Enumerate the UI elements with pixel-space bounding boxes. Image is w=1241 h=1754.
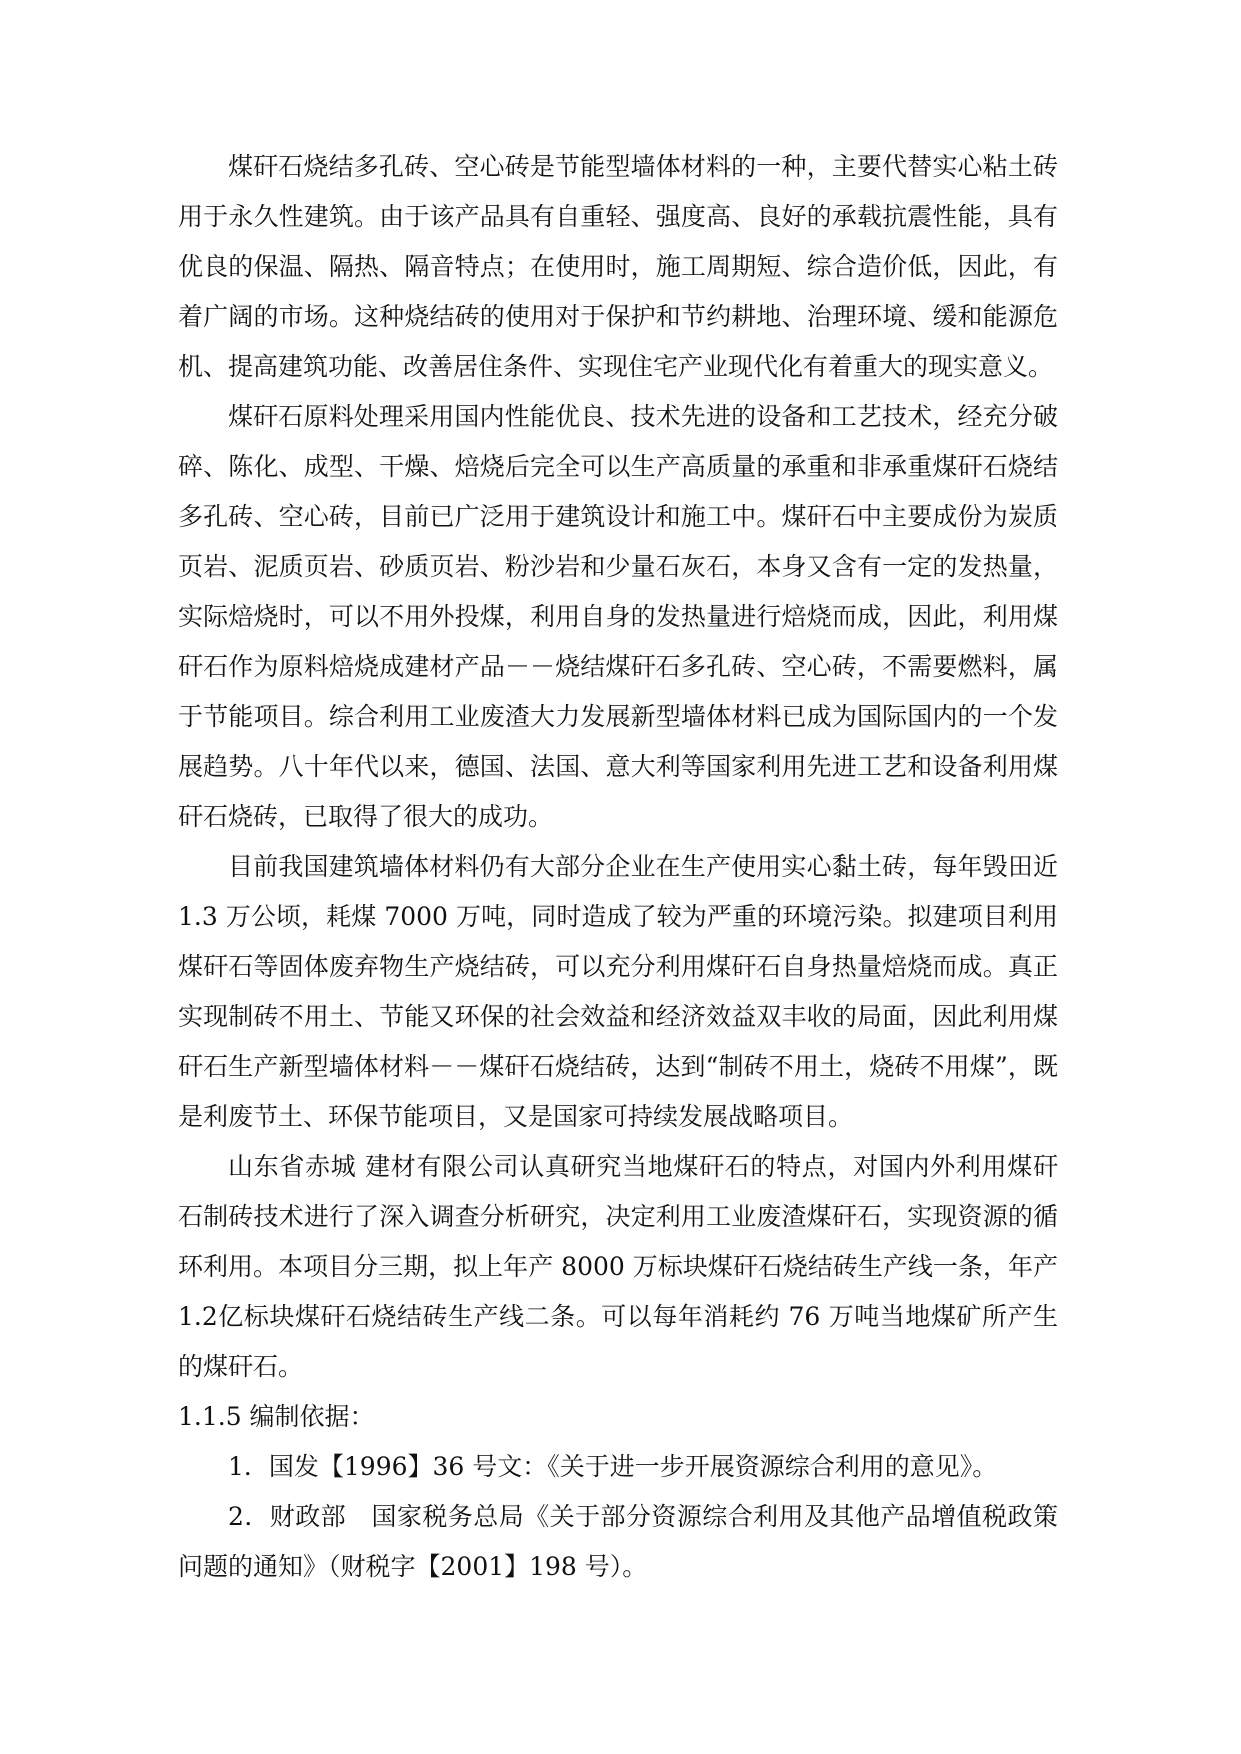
document-body xyxy=(178,142,1058,1592)
paragraph-4: 山东省赤城 建材有限公司认真研究当地煤矸石的特点，对国内外利用煤矸石制砖技术进行了深入调查分析研究，决定利用工业废渣煤矸石，实现资源的循环利用。本项目分三期，拟上年产 8000 万标块煤矸石烧结砖生产线一条，年产 1.2亿标块煤矸石烧结砖生产线二条。可以每年消耗约 76 万吨当地煤矿所产生的煤矸石。 xyxy=(178,1152,1058,1381)
reference-item-1: 1．国发【1996】36 号文：《关于进一步开展资源综合利用的意见》。 xyxy=(228,1452,998,1481)
paragraph-3: 目前我国建筑墙体材料仍有大部分企业在生产使用实心黏土砖，每年毁田近1.3 万公顷，耗煤 7000 万吨，同时造成了较为严重的环境污染。拟建项目利用煤矸石等固体废弃物生产烧结砖，可以充分利用煤矸石自身热量焙烧而成。真正实现制砖不用土、节能又环保的社会效益和经济效益双丰收的局面，因此利用煤矸石生产新型墙体材料－－煤矸石烧结砖，达到“制砖不用土，烧砖不用煤”，既是利废节土、环保节能项目，又是国家可持续发展战略项目。 xyxy=(178,852,1058,1131)
paragraph-1: 煤矸石烧结多孔砖、空心砖是节能型墙体材料的一种，主要代替实心粘土砖用于永久性建筑。由于该产品具有自重轻、强度高、良好的承载抗震性能，具有优良的保温、隔热、隔音特点；在使用时，施工周期短、综合造价低，因此，有着广阔的市场。这种烧结砖的使用对于保护和节约耕地、治理环境、缓和能源危机、提高建筑功能、改善居住条件、实现住宅产业现代化有着重大的现实意义。 xyxy=(178,152,1058,381)
section-heading: 1.1.5 编制依据： xyxy=(178,1402,375,1431)
reference-item-2: 2．财政部 国家税务总局《关于部分资源综合利用及其他产品增值税政策问题的通知》（财税字【2001】198 号）。 xyxy=(178,1502,1058,1581)
paragraph-2: 煤矸石原料处理采用国内性能优良、技术先进的设备和工艺技术，经充分破碎、陈化、成型、干燥、焙烧后完全可以生产高质量的承重和非承重煤矸石烧结多孔砖、空心砖，目前已广泛用于建筑设计和施工中。煤矸石中主要成份为炭质页岩、泥质页岩、砂质页岩、粉沙岩和少量石灰石，本身又含有一定的发热量，实际焙烧时，可以不用外投煤，利用自身的发热量进行焙烧而成，因此，利用煤矸石作为原料焙烧成建材产品－－烧结煤矸石多孔砖、空心砖，不需要燃料，属于节能项目。综合利用工业废渣大力发展新型墙体材料已成为国际国内的一个发展趋势。八十年代以来，德国、法国、意大利等国家利用先进工艺和设备利用煤矸石烧砖，已取得了很大的成功。 xyxy=(178,402,1058,831)
